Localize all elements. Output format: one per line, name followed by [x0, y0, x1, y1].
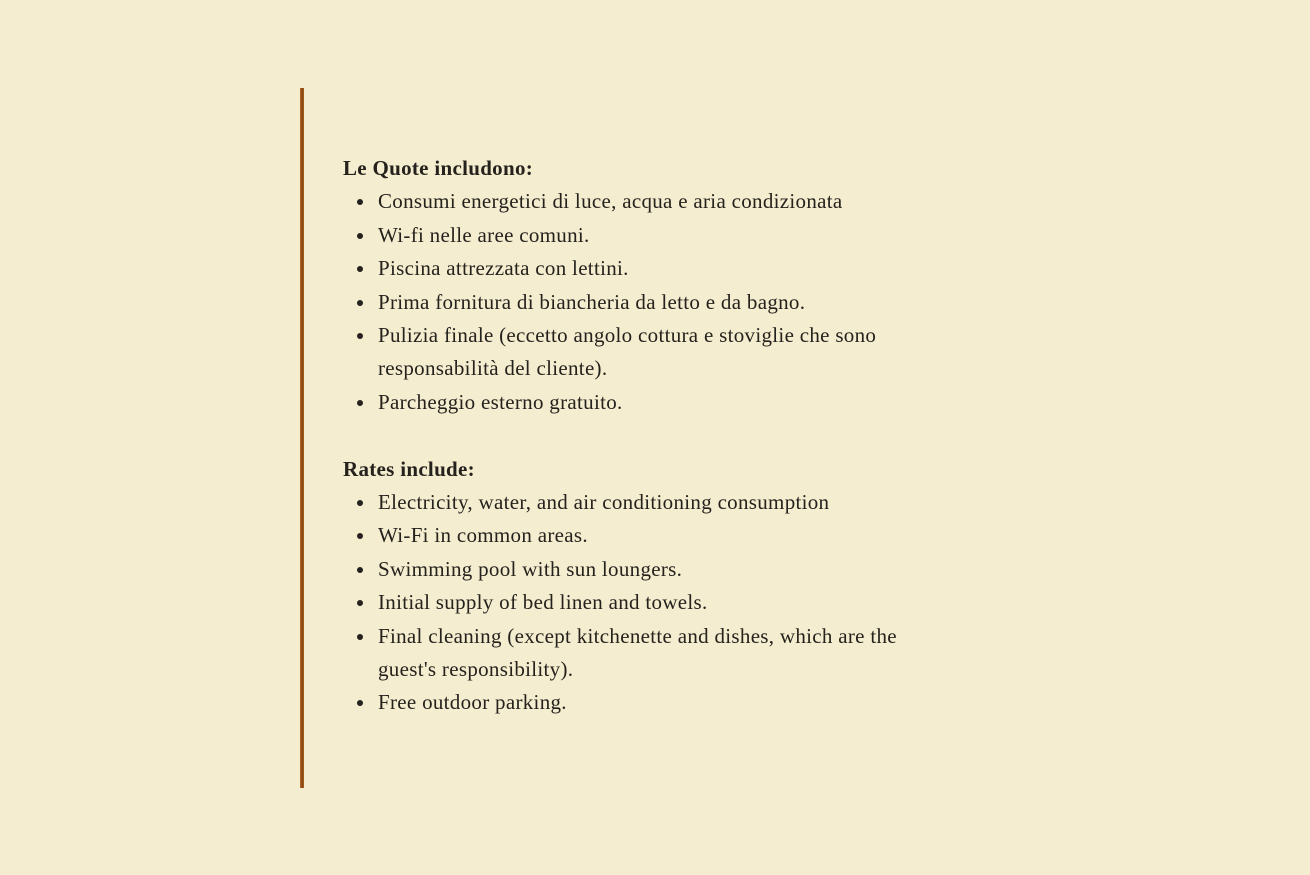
bullet-marker: [357, 567, 363, 573]
section-heading-english: Rates include:: [343, 456, 475, 481]
list-item-text: Wi-Fi in common areas.: [378, 523, 588, 548]
list-item: [343, 252, 1073, 285]
list-item-text: guest's responsibility).: [378, 657, 574, 682]
bullet-marker: [357, 333, 363, 339]
list-item: [343, 386, 1073, 419]
bullet-marker: [357, 233, 363, 239]
list-item-text: Prima fornitura di biancheria da letto e da bagno.: [378, 289, 806, 314]
bullet-marker: [357, 634, 363, 640]
list-item: [343, 586, 1073, 619]
list-item-text: Initial supply of bed linen and towels.: [378, 590, 708, 615]
list-item: [343, 686, 1073, 719]
section-heading-italian: Le Quote includono:: [343, 156, 534, 180]
bullet-list-italian: [343, 185, 1073, 419]
list-item-text: Final cleaning (except kitchenette and dishes, which are the: [378, 623, 897, 648]
bullet-marker: [357, 266, 363, 272]
list-item: [343, 486, 1073, 519]
section-gap: [343, 419, 1073, 452]
list-item-text: Free outdoor parking.: [378, 690, 567, 715]
bullet-marker: [357, 500, 363, 506]
bullet-marker: [357, 400, 363, 406]
bullet-marker: [357, 533, 363, 539]
list-item-text: responsabilità del cliente).: [378, 356, 608, 381]
list-item: [343, 319, 1073, 386]
accent-bar: [300, 88, 304, 788]
list-item-text: Piscina attrezzata con lettini.: [378, 256, 629, 281]
list-item-text: Swimming pool with sun loungers.: [378, 556, 683, 581]
content-block: [343, 152, 1073, 720]
list-item-text: Electricity, water, and air conditioning consumption: [378, 490, 830, 515]
list-item-text: Parcheggio esterno gratuito.: [378, 389, 623, 414]
list-item-text: Consumi energetici di luce, acqua e aria condizionata: [378, 189, 843, 214]
bullet-list-english: [343, 486, 1073, 720]
bullet-marker: [357, 199, 363, 205]
list-item: [343, 185, 1073, 218]
list-item: [343, 553, 1073, 586]
bullet-marker: [357, 600, 363, 606]
list-item: [343, 219, 1073, 252]
list-item: [343, 620, 1073, 687]
list-item-text: Pulizia finale (eccetto angolo cottura e stoviglie che sono: [378, 323, 877, 348]
list-item: [343, 286, 1073, 319]
bullet-marker: [357, 700, 363, 706]
list-item: [343, 519, 1073, 552]
bullet-marker: [357, 300, 363, 306]
list-item-text: Wi-fi nelle aree comuni.: [378, 222, 590, 247]
